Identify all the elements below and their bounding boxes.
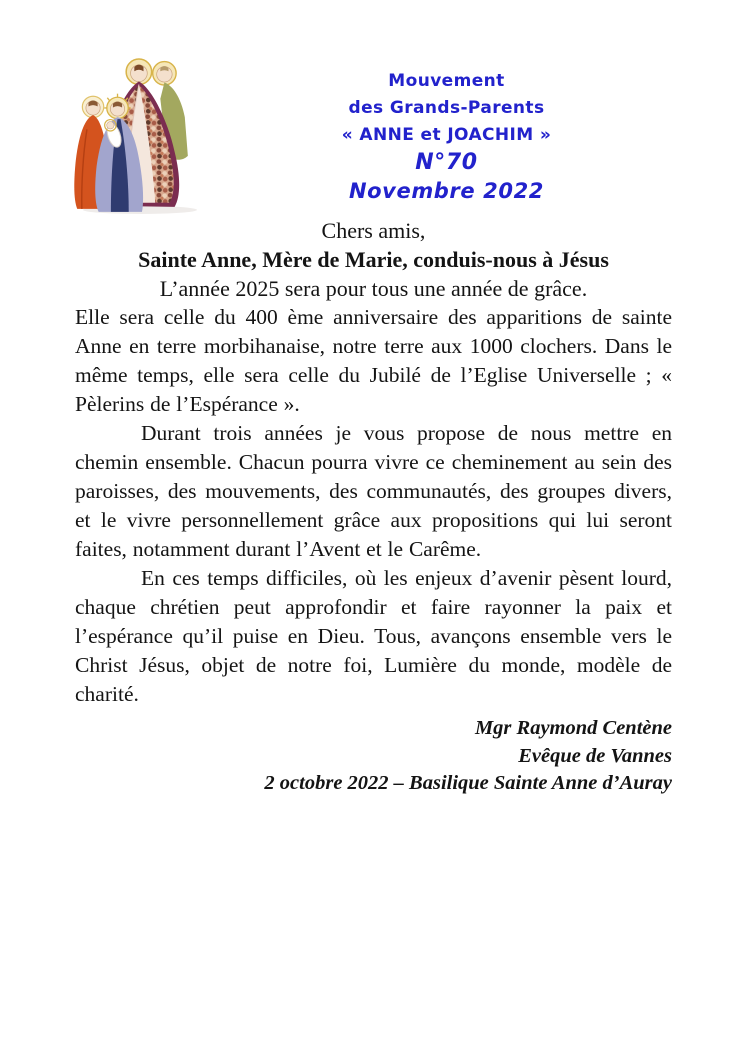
signature-block [75,715,672,798]
issue-number: N°70 [415,150,478,175]
masthead [221,56,672,205]
masthead-line-1: Mouvement [388,71,505,91]
signature-name: Mgr Raymond Centène [474,717,672,739]
letter-heading: Sainte Anne, Mère de Marie, conduis-nous à Jésus [138,247,609,272]
intro-line: L’année 2025 sera pour tous une année de grâce. [159,276,588,301]
signature-title: Evêque de Vannes [518,744,672,767]
paragraph-3: En ces temps difficiles, où les enjeux d’avenir pèsent lourd, chaque chrétien peut approfondir et faire rayonner la paix et l’espérance qu’il puise en Dieu. Tous, avançons ensemble vers le Christ Jésus, objet de notre foi, Lumière du monde, modèle de charité. [75,566,672,706]
paragraph-2: Durant trois années je vous propose de nous mettre en chemin ensemble. Chacun pourra vivre ce cheminement au sein des paroisses, des mouvements, des communautés, des groupes divers, et le vivre personnellement grâce aux propositions qui lui seront faites, notamment durant l’Avent et le Carême. [75,421,672,561]
masthead-line-3: « ANNE et JOACHIM » [341,125,552,145]
salutation: Chers amis, [321,218,426,243]
holy-family-illustration-icon [65,58,221,216]
issue-date: Novembre 2022 [348,179,544,203]
masthead-line-2: des Grands-Parents [348,98,545,118]
newsletter-header [75,56,672,216]
signature-place-date: 2 octobre 2022 – Basilique Sainte Anne d’Auray [264,772,672,794]
paragraph-1: Elle sera celle du 400 ème anniversaire des apparitions de sainte Anne en terre morbihanaise, notre terre aux 1000 clochers. Dans le même temps, elle sera celle du Jubilé de l’Eglise Universelle ; « Pèlerins de l’Espérance ». [75,305,672,416]
letter-body [75,216,672,798]
